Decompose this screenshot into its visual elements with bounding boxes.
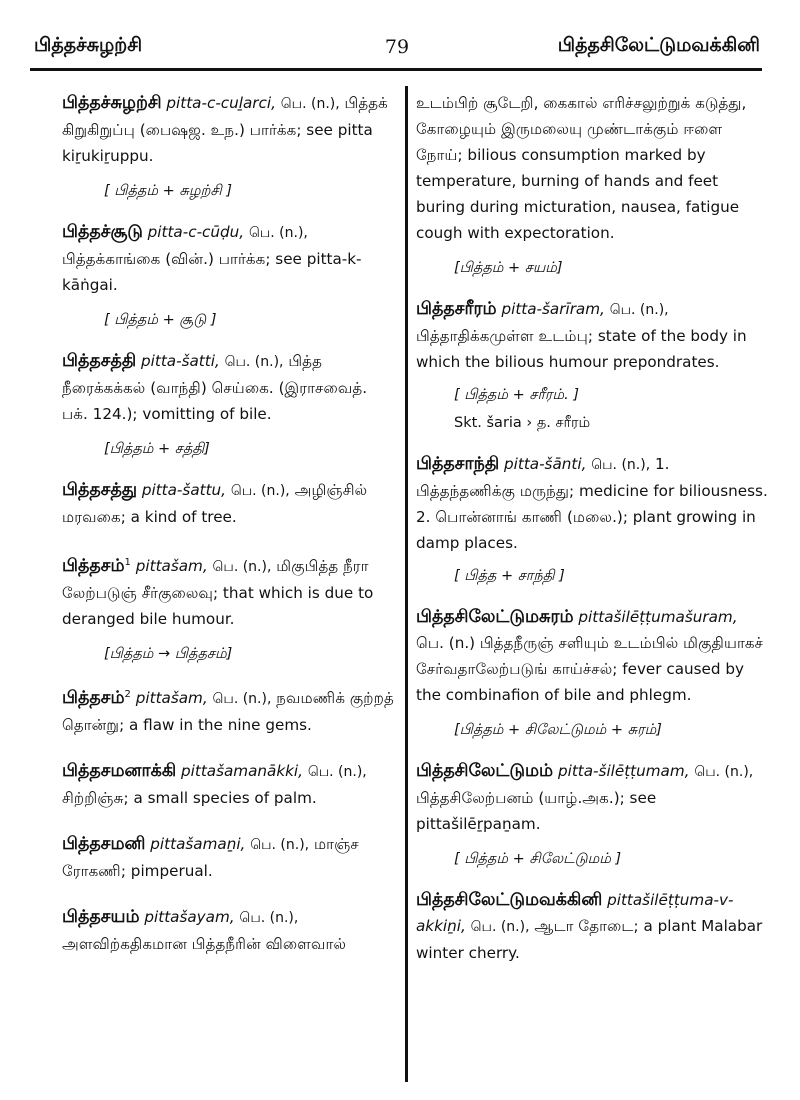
transliteration: pittašamaṉi, [150, 835, 246, 854]
definition: மாஞ்ச ரோகணி; pimperual. [62, 835, 359, 881]
dict-entry [62, 348, 394, 427]
dict-entry [62, 90, 394, 169]
sanskrit-note: Skt. šaria › த. சரீரம் [454, 415, 591, 431]
headword: பித்தச்சூடு [62, 222, 143, 242]
homograph-number: 1 [124, 557, 131, 568]
dict-entry [62, 831, 394, 884]
homograph-number: 2 [124, 689, 131, 701]
dict-entry [62, 682, 394, 738]
part-of-speech: பெ. (n.), [248, 225, 308, 241]
transliteration: pitta-šarīram, [501, 300, 605, 318]
column-divider [405, 86, 408, 1082]
part-of-speech: பெ. (n.), [591, 457, 651, 473]
definition: மிகுபித்த நீரா லேற்படுஞ் சீர்குலைவு; that which is due to deranged bile humour. [62, 557, 374, 629]
part-of-speech: பெ. (n.), [609, 302, 669, 318]
transliteration: pittašam, [135, 689, 208, 708]
headword: பித்தசம் [62, 688, 125, 709]
transliteration: pittašam, [135, 557, 208, 576]
headword: பித்தசமனி [62, 834, 146, 855]
transliteration: pitta-c-cūḍu, [147, 223, 245, 241]
etymology: [ பித்த + சாந்தி ] [454, 568, 565, 584]
headword: பித்தசாந்தி [416, 454, 500, 474]
transliteration: pittašilēṭṭumašuram, [578, 608, 738, 626]
headword: பித்தசம் [62, 556, 125, 577]
dict-entry [62, 219, 394, 298]
transliteration: pitta-c-cuḻarci, [166, 94, 276, 112]
right-column [416, 86, 768, 966]
part-of-speech: பெ. (n.), [224, 354, 284, 370]
transliteration: pittašayam, [144, 908, 235, 927]
header-rule [30, 68, 762, 71]
headword: பித்தசரீரம் [416, 299, 497, 319]
transliteration: pittašamanākki, [181, 762, 303, 781]
definition: பித்தக்காங்கை (வின்.) பார்க்க; see pitta-k-kāṅgai. [62, 250, 362, 294]
part-of-speech: பெ. (n.), [212, 559, 272, 576]
transliteration: pitta-šatti, [141, 352, 220, 370]
header-right-guideword: பித்தசிலேட்டுமவக்கினி [557, 34, 760, 56]
transliteration: pittašilēṭṭuma-v-akkiṉi, [416, 891, 734, 935]
dict-entry [62, 758, 394, 811]
dict-entry [416, 758, 768, 837]
definition: பித்த நீரைக்கக்கல் (வாந்தி) செய்கை. (இராசவைத். பக். 124.); vomitting of bile. [62, 352, 368, 423]
part-of-speech: பெ. (n.), [694, 764, 754, 780]
headword: பித்தசிலேட்டுமம் [416, 761, 554, 781]
etymology: [பித்தம் → பித்தசம்] [104, 646, 233, 663]
headword: பித்தசத்தி [62, 351, 137, 371]
part-of-speech: பெ. (n.), [280, 96, 340, 112]
definition: 1. பித்தந்தணிக்கு மருந்து; medicine for biliousness. 2. பொன்னாங் காணி (மலை.); plant growing in damp places. [416, 455, 768, 552]
etymology: [ பித்தம் + சரீரம். ] [454, 387, 579, 403]
dict-entry [62, 477, 394, 530]
definition: பித்தக் கிறுகிறுப்பு (பைஷஜ. உந.) பார்க்க; see pitta kiṟukiṟuppu. [62, 94, 388, 165]
headword: பித்தசிலேட்டுமவக்கினி [416, 890, 603, 910]
page-number: 79 [384, 36, 410, 58]
etymology: [ பித்தம் + சிலேட்டுமம் ] [454, 851, 622, 867]
page-header [34, 30, 760, 64]
etymology: [பித்தம் + சிலேட்டுமம் + சுரம்] [454, 722, 662, 738]
part-of-speech: பெ. (n.), [307, 764, 367, 781]
dict-entry [416, 604, 768, 708]
headword: பித்தச்சுழற்சி [62, 93, 162, 113]
dict-entry [416, 296, 768, 375]
part-of-speech: பெ. (n.), [230, 483, 290, 499]
part-of-speech: பெ. (n.), [470, 919, 530, 935]
headword: பித்தசயம் [62, 907, 140, 928]
etymology: [பித்தம் + சயம்] [454, 260, 563, 276]
definition: பெ. (n.) பித்தநீருஞ் சளியும் உடம்பில் மிகுதியாகச் சேர்வதாலேற்படுங் காய்ச்சல்; fever caused by the combinafion of bile and phlegm. [416, 634, 764, 704]
dict-entry [62, 550, 394, 632]
definition: அளவிற்கதிகமான பித்தநீரின் விளைவால் [62, 935, 347, 954]
transliteration: pitta-šilēṭṭumam, [557, 762, 690, 780]
dict-entry-continued [416, 90, 768, 246]
headword: பித்தசிலேட்டுமசுரம் [416, 607, 574, 627]
definition: பித்தசிலேற்பனம் (யாழ்.அக.); see pittašilēṟpaṉam. [416, 789, 657, 833]
etymology: [ பித்தம் + சூடு ] [104, 312, 217, 328]
definition: அழிஞ்சில் மரவகை; a kind of tree. [62, 481, 368, 526]
dict-entry [416, 887, 768, 966]
left-column [62, 86, 394, 957]
header-left-guideword: பித்தச்சுழற்சி [34, 34, 143, 56]
transliteration: pitta-šānti, [504, 455, 587, 473]
dict-entry [62, 904, 394, 957]
etymology: [ பித்தம் + சுழற்சி ] [104, 183, 233, 199]
definition: நவமணிக் குற்றத் தொன்று; a flaw in the nine gems. [62, 689, 394, 735]
part-of-speech: பெ. (n.), [250, 837, 310, 854]
definition: உடம்பிற் சூடேறி, கைகால் எரிச்சலுற்றுக் கடுத்து, கோழையும் இருமலையு முண்டாக்கும் ஈளை நோய்; bilious consumption marked by temperature, burning of hands and feet buring during micturation, nausea, fatigue cough with expectoration. [416, 94, 747, 242]
dict-entry [416, 451, 768, 556]
etymology: [பித்தம் + சத்தி] [104, 441, 210, 457]
definition: ஆடா தோடை; a plant Malabar winter cherry. [416, 917, 763, 962]
headword: பித்தசமனாக்கி [62, 761, 177, 782]
part-of-speech: பெ. (n.), [239, 910, 299, 927]
part-of-speech: பெ. (n.), [212, 691, 272, 708]
transliteration: pitta-šattu, [141, 481, 226, 499]
headword: பித்தசத்து [62, 480, 138, 500]
definition: சிற்றிஞ்சு; a small species of palm. [62, 789, 317, 808]
definition: பித்தாதிக்கமுள்ள உடம்பு; state of the body in which the bilious humour prepondrates. [416, 327, 747, 371]
